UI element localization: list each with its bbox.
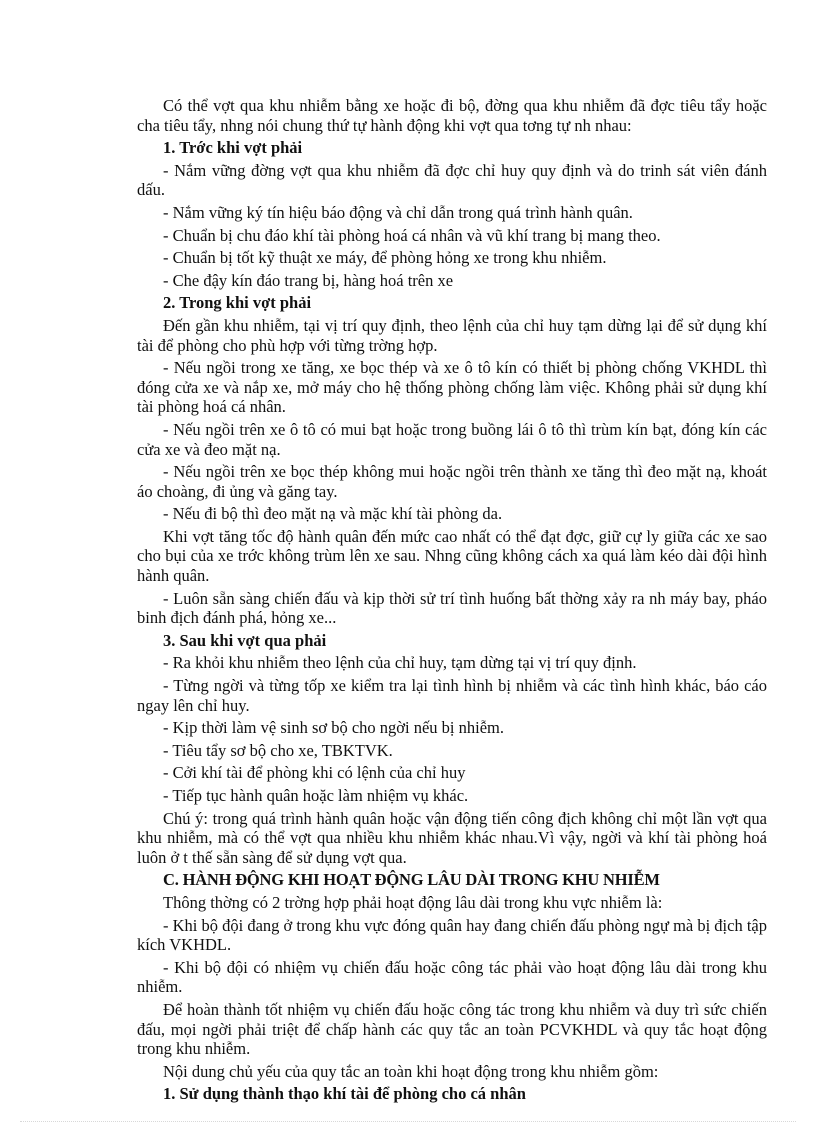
list-item: - Nếu ngồi trên xe bọc thép không mui hoặc ngồi trên thành xe tăng thì đeo mặt nạ, khoát áo choàng, đi ủng và găng tay. [137,462,767,501]
list-item: - Nếu ngồi trên xe ô tô có mui bạt hoặc trong buồng lái ô tô thì trùm kín bạt, đóng kín các cửa xe và đeo mặt nạ. [137,419,767,459]
list-item: - Từng ngời và từng tốp xe kiểm tra lại tình hình bị nhiễm và các tình hình khác, báo cáo ngay lên chỉ huy. [137,676,767,715]
section-heading-c: C. HÀNH ĐỘNG KHI HOẠT ĐỘNG LÂU DÀI TRONG KHU NHIỄM [163,870,660,890]
paragraph: Khi vợt tăng tốc độ hành quân đến mức cao nhất có thể đạt đợc, giữ cự ly giữa các xe sao cho bụi của xe trớc không trùm lên xe sau. Nhng cũng không cách xa quá làm kéo dài đội hình hành quân. [137,526,767,586]
list-item: - Nắm vững ký tín hiệu báo động và chỉ dẫn trong quá trình hành quân. [163,202,633,222]
page-bottom-divider [20,1121,796,1122]
paragraph: Nội dung chủ yếu của quy tắc an toàn khi hoạt động trong khu nhiễm gồm: [163,1061,659,1081]
list-item: - Nếu đi bộ thì đeo mặt nạ và mặc khí tài phòng da. [163,504,503,524]
list-item: - Tiêu tẩy sơ bộ cho xe, TBKTVK. [163,740,393,760]
list-item: - Chuẩn bị tốt kỹ thuật xe máy, để phòng hỏng xe trong khu nhiễm. [163,248,607,268]
list-item: - Nắm vững đờng vợt qua khu nhiễm đã đợc chỉ huy quy định và do trinh sát viên đánh dấu. [137,160,767,200]
list-item: - Nếu ngồi trong xe tăng, xe bọc thép và xe ô tô kín có thiết bị phòng chống VKHDL thì đóng cửa xe và nắp xe, mở máy cho hệ thống phòng chống làm việc. Không phải sử dụng khí tài phòng hoá cá nhân. [137,358,767,417]
list-item: - Tiếp tục hành quân hoặc làm nhiệm vụ khác. [163,786,469,805]
paragraph: Để hoàn thành tốt nhiệm vụ chiến đấu hoặc công tác trong khu nhiễm và duy trì sức chiến đấu, mọi ngời phải triệt để chấp hành các quy tắc an toàn PCVKHDL và quy tắc hoạt động trong khu nhiễm. [137,999,767,1059]
heading-after-crossing: 3. Sau khi vợt qua phải [163,630,327,650]
paragraph-intro: Có thể vợt qua khu nhiễm bằng xe hoặc đi bộ, đờng qua khu nhiễm đã đợc tiêu tẩy hoặc cha tiêu tẩy, nhng nói chung thứ tự hành động khi vợt qua tơng tự nh nhau: [137,96,767,135]
list-item: - Chuẩn bị chu đáo khí tài phòng hoá cá nhân và vũ khí trang bị mang theo. [163,225,661,245]
list-item: - Che đậy kín đáo trang bị, hàng hoá trên xe [163,270,454,290]
heading-during-crossing: 2. Trong khi vợt phải [163,293,312,313]
heading-before-crossing: 1. Trớc khi vợt phải [163,138,303,158]
list-item: - Kịp thời làm vệ sinh sơ bộ cho ngời nếu bị nhiễm. [163,718,505,738]
list-item: - Cởi khí tài để phòng khi có lệnh của chỉ huy [163,763,466,783]
paragraph: Đến gần khu nhiễm, tại vị trí quy định, theo lệnh của chỉ huy tạm dừng lại để sử dụng khí tài để phòng cho phù hợp với từng trờng hợp. [137,315,767,355]
list-item: - Khi bộ đội đang ở trong khu vực đóng quân hay đang chiến đấu phòng ngự mà bị địch tập kích VKHDL. [137,915,767,955]
list-item: - Ra khỏi khu nhiễm theo lệnh của chỉ huy, tạm dừng tại vị trí quy định. [163,653,637,673]
document-page [137,96,767,1107]
note-paragraph: Chú ý: trong quá trình hành quân hoặc vận động tiến công địch không chỉ một lần vợt qua khu nhiễm, mà có thể vợt qua nhiều khu nhiễm khác nhau.Vì vậy, ngời và khí tài phòng hoá luôn ở t thế sẵn sàng để sử dụng vợt qua. [137,808,767,867]
list-item: - Khi bộ đội có nhiệm vụ chiến đấu hoặc công tác phải vào hoạt động lâu dài trong khu nhiễm. [137,957,767,997]
paragraph: Thông thờng có 2 trờng hợp phải hoạt động lâu dài trong khu vực nhiễm là: [163,892,663,912]
heading-personal-protection: 1. Sử dụng thành thạo khí tài để phòng cho cá nhân [163,1084,526,1104]
list-item: - Luôn sẵn sàng chiến đấu và kịp thời sử trí tình huống bất thờng xảy ra nh máy bay, pháo binh địch đánh phá, hỏng xe... [137,588,767,628]
